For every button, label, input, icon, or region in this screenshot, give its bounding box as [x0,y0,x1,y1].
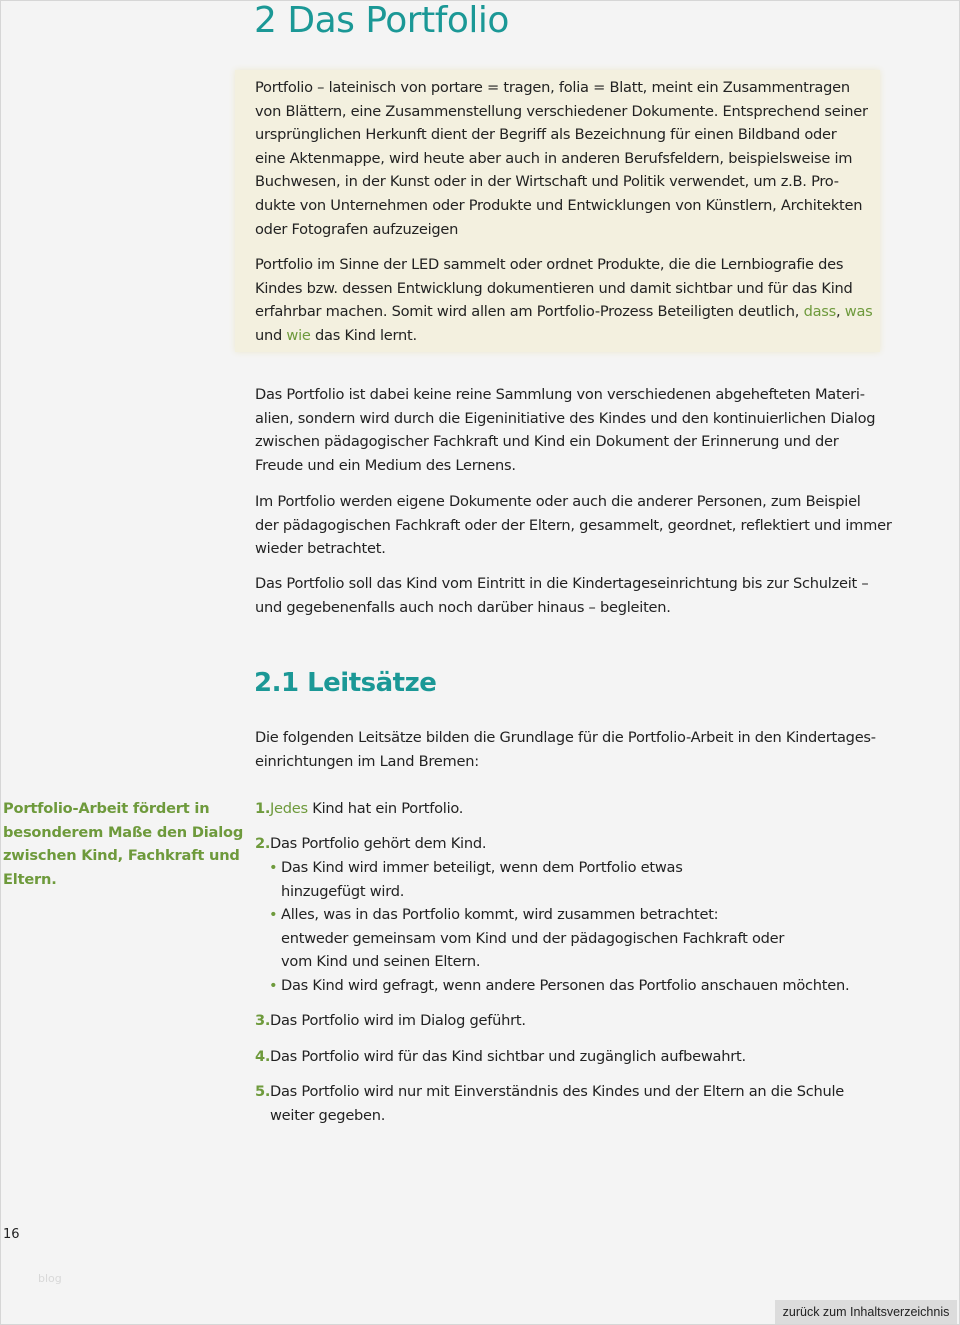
text-line: vom Kind und seinen Eltern. [281,953,481,971]
highlight-jedes: Jedes [270,800,308,817]
section-heading: 2.1 Leitsätze [254,668,437,698]
text: , [835,303,845,321]
text-line: Kindes bzw. dessen Entwicklung dokumentieren und damit sichtbar und für das Kind [255,279,853,297]
item-text: Das Portfolio gehört dem Kind. [270,835,487,853]
text-line: einrichtungen im Land Bremen: [255,752,479,770]
back-to-toc-link[interactable]: zurück zum Inhaltsverzeichnis [775,1300,957,1324]
list-item-1 [255,797,849,821]
list-item-5 [255,1080,849,1104]
body-paragraph-2 [255,490,892,561]
text-line: Portfolio-Arbeit fördert in [3,800,210,817]
text-line: alien, sondern wird durch die Eigeninitiative des Kindes und den kontinuierlichen Dialog [255,409,876,427]
item-text: Kind hat ein Portfolio. [307,800,464,817]
item-text: Das Portfolio wird für das Kind sichtbar und zugänglich aufbewahrt. [270,1047,746,1065]
page-number: 16 [3,1227,20,1242]
item-text: Das Portfolio wird im Dialog geführt. [270,1012,526,1030]
led-paragraph [255,253,873,347]
text-line: Im Portfolio werden eigene Dokumente oder auch die anderer Personen, zum Beispiel [255,493,861,510]
bullet-icon: • [269,858,278,876]
text-line: Freude und ein Medium des Lernens. [255,456,516,474]
item-text: Alles, was in das Portfolio kommt, wird zusammen betrachtet: [281,906,719,924]
text-line: Das Portfolio soll das Kind vom Eintritt in die Kindertageseinrichtung bis zur Schulzeit – [255,575,869,592]
text-line: Buchwesen, in der Kunst oder in der Wirtschaft und Politik verwendet, um z.B. Pro- [255,173,839,191]
list-item-2 [255,832,849,856]
item-number: 3. [255,1012,271,1030]
item-number: 4. [255,1047,271,1065]
principles-list [255,797,849,1127]
text-line: oder Fotografen aufzuzeigen [255,220,459,238]
watermark: blog [38,1272,62,1285]
text-line: Portfolio im Sinne der LED sammelt oder ordnet Produkte, die die Lernbiografie des [255,256,844,273]
text-line: Das Portfolio ist dabei keine reine Sammlung von verschiedenen abgehefteten Materi- [255,386,865,403]
item-number: 5. [255,1083,271,1101]
text-line: von Blättern, eine Zusammenstellung verschiedener Dokumente. Entsprechend seiner [255,102,868,120]
text-line: Die folgenden Leitsätze bilden die Grundlage für die Portfolio-Arbeit in den Kindertages- [255,729,876,746]
item-number: 2. [255,835,271,853]
text-line: und gegebenenfalls auch noch darüber hinaus – begleiten. [255,598,671,616]
bullet-icon: • [269,906,278,924]
text-line: besonderem Maße den Dialog [3,823,244,841]
text: das Kind lernt. [310,326,417,344]
text: erfahrbar machen. Somit wird allen am Portfolio-Prozess Beteiligten deutlich, [255,303,804,321]
text: und [255,326,287,344]
text-line: zwischen Kind, Fachkraft und [3,847,240,865]
bullet-item [255,974,849,998]
list-item-3 [255,1009,849,1033]
text-line: der pädagogischen Fachkraft oder der Eltern, gesammelt, geordnet, reflektiert und immer [255,516,892,534]
text-line: wieder betrachtet. [255,540,386,558]
bullet-item [255,856,849,880]
list-item-4 [255,1045,849,1069]
sidenote [3,797,243,891]
highlight-dass: dass [803,303,836,321]
text-line: Portfolio – lateinisch von portare = tragen, folia = Blatt, meint ein Zusammentragen [255,79,850,96]
item-number: 1. [255,800,271,817]
text-line: ursprünglichen Herkunft dient der Begriff als Bezeichnung für einen Bildband oder [255,126,837,144]
highlight-wie: wie [286,326,311,344]
definition-paragraph [255,76,868,241]
text-line: zwischen pädagogischer Fachkraft und Kind ein Dokument der Erinnerung und der [255,433,839,451]
item-text: Das Portfolio wird nur mit Einverständnis des Kindes und der Eltern an die Schule [270,1083,845,1101]
text-line: entweder gemeinsam vom Kind und der pädagogischen Fachkraft oder [281,929,785,947]
text-line: eine Aktenmappe, wird heute aber auch in anderen Berufsfeldern, beispielsweise im [255,149,853,167]
text-line [255,300,873,324]
bullet-icon: • [269,976,278,994]
section-intro [255,726,876,773]
text-line: hinzugefügt wird. [281,882,405,900]
text-line: weiter gegeben. [270,1106,386,1124]
text-line: Eltern. [3,870,57,888]
highlight-was: was [844,303,873,321]
body-paragraph-3 [255,572,868,619]
body-paragraph-1 [255,383,875,477]
text-line [255,324,873,348]
page-title: 2 Das Portfolio [254,0,509,41]
item-text: Das Kind wird gefragt, wenn andere Personen das Portfolio anschauen möchten. [281,976,850,994]
bullet-item [255,903,849,927]
text-line: dukte von Unternehmen oder Produkte und Entwicklungen von Künstlern, Architekten [255,196,863,214]
item-text: Das Kind wird immer beteiligt, wenn dem Portfolio etwas [281,858,683,876]
